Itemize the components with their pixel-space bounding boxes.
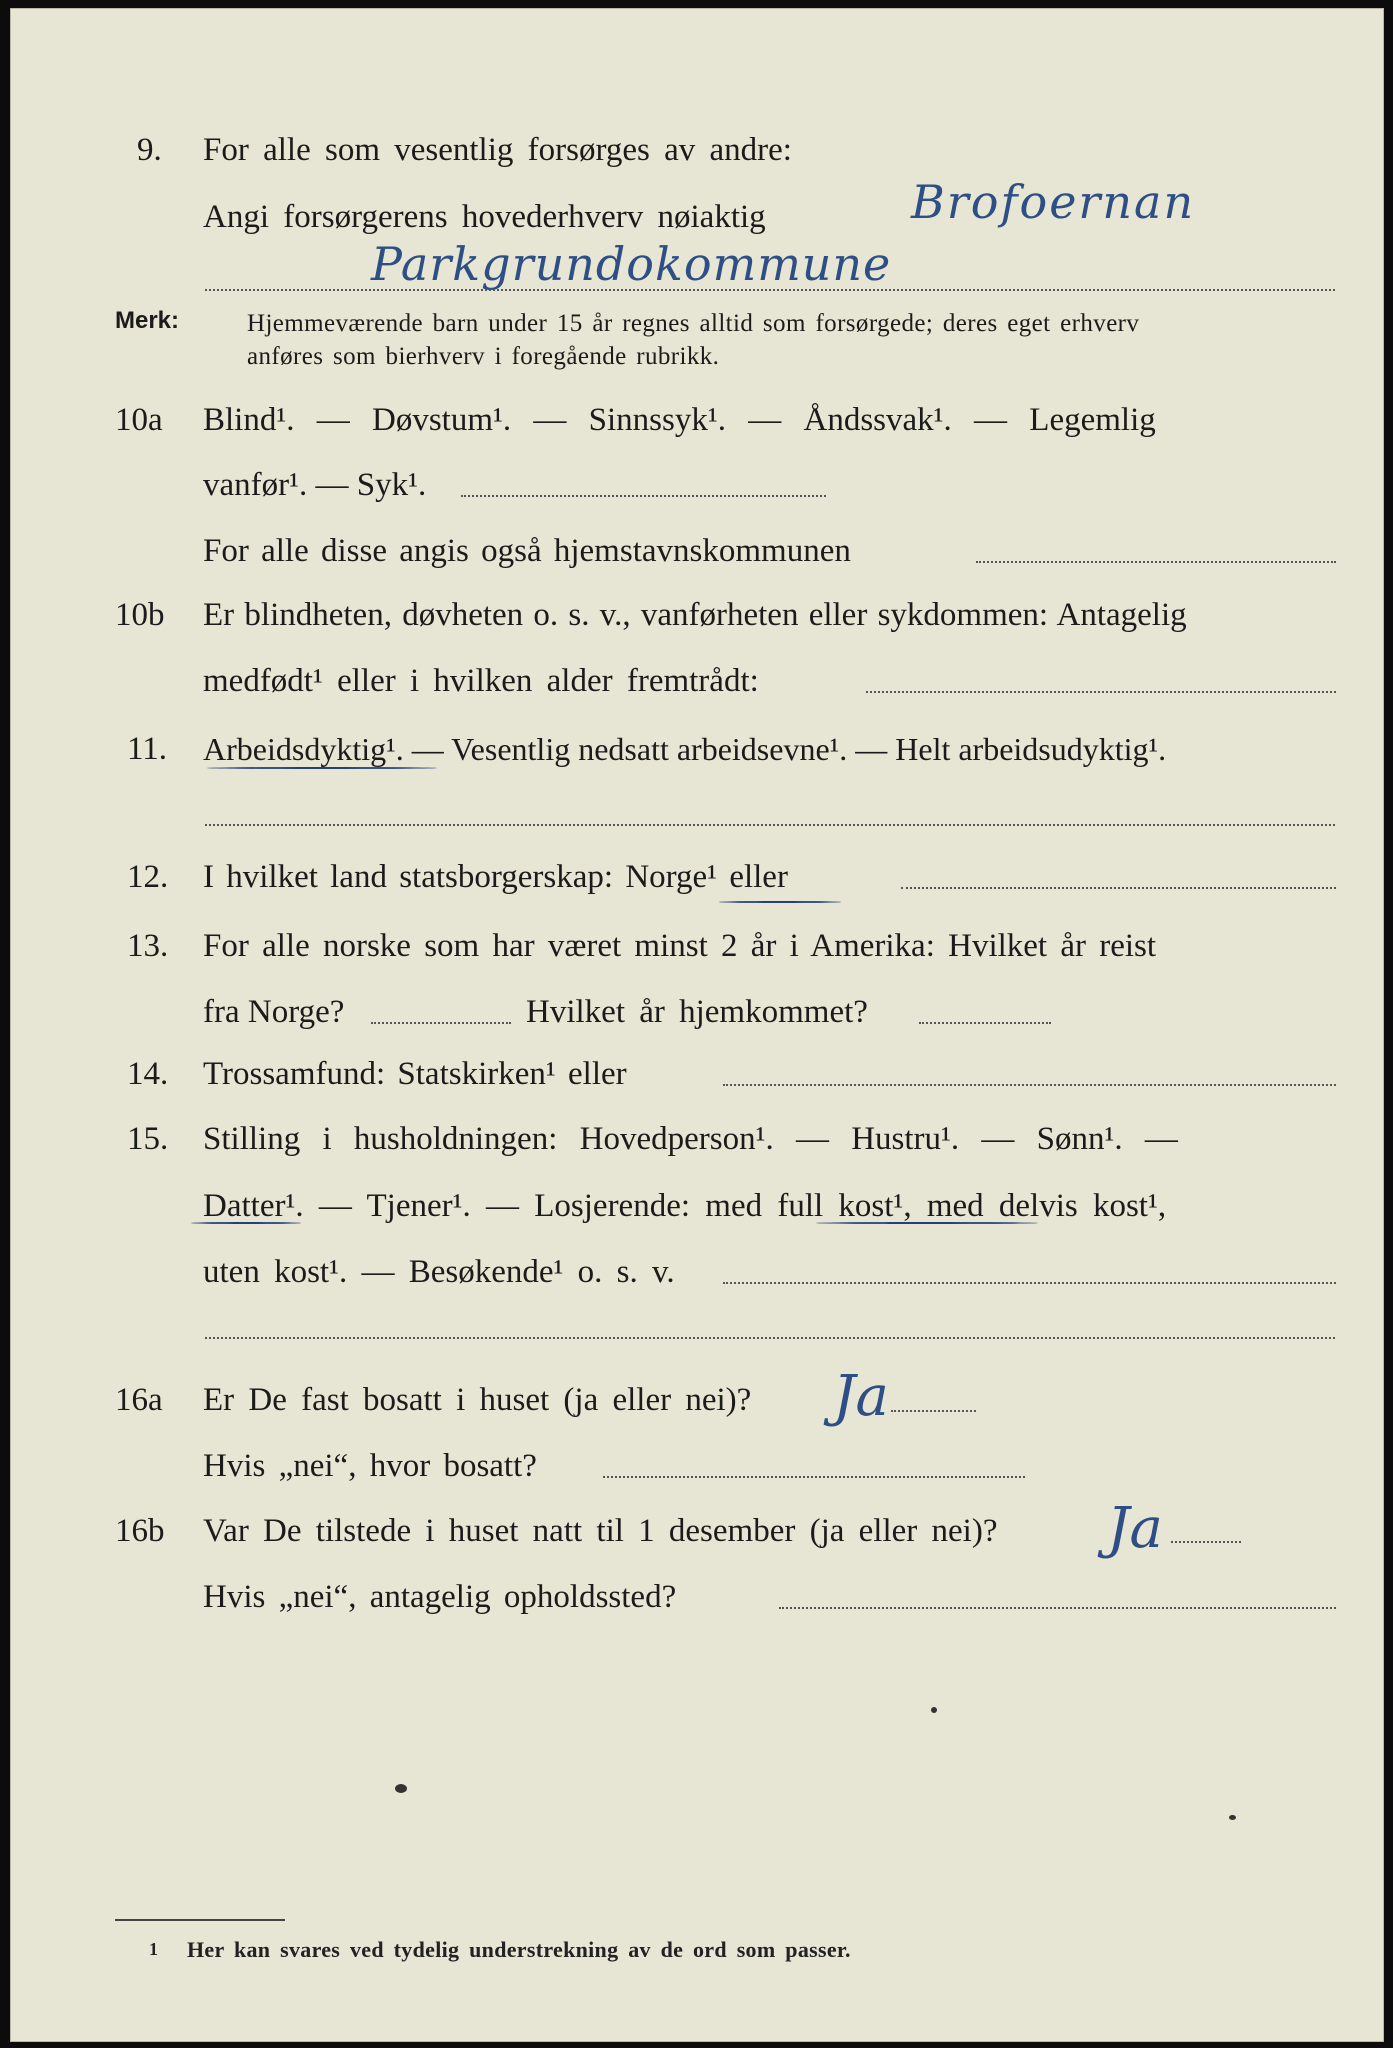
answer-line-10a-syk — [461, 495, 826, 497]
answer-line-16a — [891, 1410, 976, 1412]
question-12-number: 12. — [127, 859, 169, 895]
question-10b-line-1: Er blindheten, døvheten o. s. v., vanførheten eller sykdommen: Antagelig — [203, 597, 1187, 633]
question-9-number: 9. — [137, 132, 162, 168]
question-10b-line-2: medfødt¹ eller i hvilken alder fremtrådt: — [203, 663, 759, 699]
question-10a-number: 10a — [115, 402, 163, 438]
answer-line-16b-opholdssted — [779, 1607, 1336, 1609]
question-15-line-1: Stilling i husholdningen: Hovedperson¹. — Hustru¹. — Sønn¹. — — [203, 1121, 1178, 1157]
question-15-line-2: Datter¹. — Tjener¹. — Losjerende: med full kost¹, med delvis kost¹, — [203, 1188, 1167, 1224]
answer-line-14 — [723, 1084, 1336, 1086]
underline-norge — [719, 901, 841, 903]
answer-line-11 — [205, 824, 1335, 826]
ink-spot — [395, 1784, 407, 1793]
question-16a-number: 16a — [115, 1382, 163, 1418]
question-12-line-1: I hvilket land statsborgerskap: Norge¹ eller — [203, 859, 788, 895]
census-form-page — [10, 8, 1384, 2042]
footnote-rule — [115, 1919, 285, 1921]
question-13-line-2a: fra Norge? — [203, 994, 345, 1030]
handwritten-answer-16b: Ja — [1107, 1496, 1163, 1561]
underline-arbeidsdyktig — [207, 767, 437, 769]
answer-line-10a-kommune — [976, 561, 1336, 563]
question-10a-line-2: vanfør¹. — Syk¹. — [203, 467, 427, 503]
question-9-line-1: For alle som vesentlig forsørges av andre: — [203, 132, 792, 168]
question-11-line-1: Arbeidsdyktig¹. — Vesentlig nedsatt arbeidsevne¹. — Helt arbeidsudyktig¹. — [203, 731, 1167, 767]
answer-line-13-hjemkommet — [919, 1022, 1051, 1024]
question-10a-line-3: For alle disse angis også hjemstavnskommunen — [203, 533, 851, 569]
answer-line-15 — [723, 1282, 1336, 1284]
answer-line-15-extra — [205, 1337, 1335, 1339]
handwritten-answer-occupation-1: Brofoernan — [911, 175, 1196, 229]
question-10a-line-1: Blind¹. — Døvstum¹. — Sinnssyk¹. — Åndssvak¹. — Legemlig — [203, 402, 1156, 438]
question-16a-line-2: Hvis „nei“, hvor bosatt? — [203, 1448, 537, 1484]
note-label: Merk: — [115, 307, 180, 334]
handwritten-answer-16a: Ja — [833, 1364, 889, 1429]
note-line-1: Hjemmeværende barn under 15 år regnes alltid som forsørgede; deres eget erhverv — [247, 310, 1140, 337]
answer-line-16a-bosatt — [603, 1476, 1025, 1478]
question-16a-line-1: Er De fast bosatt i huset (ja eller nei)? — [203, 1382, 752, 1418]
question-11-number: 11. — [127, 731, 168, 767]
answer-line-13-reist — [371, 1022, 511, 1024]
question-10b-number: 10b — [115, 597, 165, 633]
question-13-line-1: For alle norske som har været minst 2 år i Amerika: Hvilket år reist — [203, 928, 1157, 964]
question-14-number: 14. — [127, 1056, 169, 1092]
answer-line-16b — [1171, 1541, 1241, 1543]
question-13-number: 13. — [127, 928, 169, 964]
footnote-text: Her kan svares ved tydelig understrekning av de ord som passer. — [187, 1937, 851, 1962]
note-line-2: anføres som bierhverv i foregående rubrikk. — [247, 343, 720, 370]
answer-line-10b — [866, 691, 1336, 693]
question-16b-number: 16b — [115, 1513, 165, 1549]
question-9-line-2: Angi forsørgerens hovederhverv nøiaktig — [203, 199, 766, 235]
question-16b-line-1: Var De tilstede i huset natt til 1 desember (ja eller nei)? — [203, 1513, 998, 1549]
answer-line-12 — [901, 887, 1336, 889]
handwritten-answer-occupation-2: Parkgrundokommune — [371, 237, 892, 291]
question-14-line-1: Trossamfund: Statskirken¹ eller — [203, 1056, 627, 1092]
underline-datter — [191, 1222, 301, 1224]
question-15-number: 15. — [127, 1121, 169, 1157]
footnote-marker: 1 — [149, 1939, 158, 1959]
underline-med-full-kost — [816, 1222, 1038, 1224]
question-16b-line-2: Hvis „nei“, antagelig opholdssted? — [203, 1579, 677, 1615]
question-13-line-2b: Hvilket år hjemkommet? — [526, 994, 868, 1030]
ink-spot — [1229, 1815, 1236, 1820]
answer-line-9 — [205, 289, 1335, 291]
question-15-line-3: uten kost¹. — Besøkende¹ o. s. v. — [203, 1254, 675, 1290]
ink-spot — [931, 1707, 937, 1713]
